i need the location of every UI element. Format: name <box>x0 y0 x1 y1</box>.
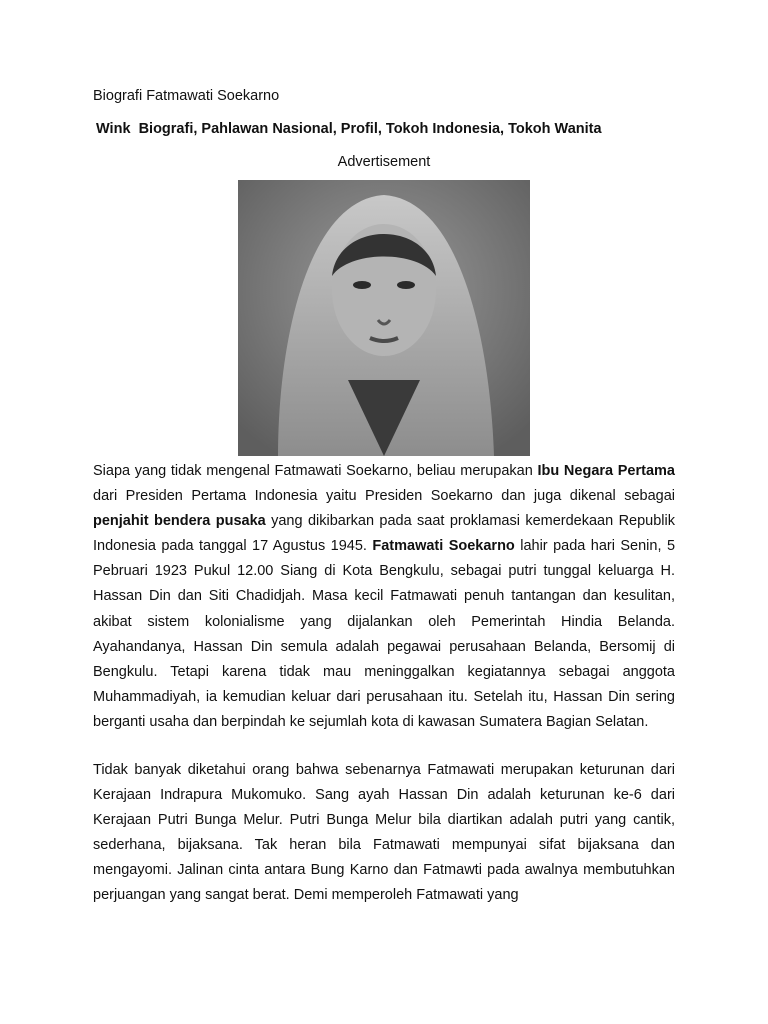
bold-ibu-negara-pertama: Ibu Negara Pertama <box>537 463 675 479</box>
paragraph-1-text: lahir pada hari Senin, 5 Pebruari 1923 Pukul 12.00 Siang di Kota Bengkulu, sebagai putri tunggal keluarga H. Hassan Din dan Siti Chadidjah. Masa kecil Fatmawati penuh tantangan dan kesulitan, akibat sistem kolonialisme yang dijalankan oleh Pemerintah Hindia Belanda. Ayahandanya, Hassan Din semula adalah pegawai perusahaan Belanda, Bersomij di Bengkulu. Tetapi karena tidak mau meninggalkan kegiatannya sebagai anggota Muhammadiyah, ia kemudian keluar dari perusahaan itu. Setelah itu, Hassan Din sering berganti usaha dan berpindah ke sejumlah kota di kawasan Sumatera Bagian Selatan. <box>93 538 676 730</box>
paragraph-1-text: dari Presiden Pertama Indonesia yaitu Presiden Soekarno dan juga dikenal sebagai <box>93 488 675 505</box>
category-tags: Wink Biografi, Pahlawan Nasional, Profil, Tokoh Indonesia, Tokoh Wanita <box>96 121 602 137</box>
paragraph-1-text: yang dikibarkan pada saat proklamasi kemerdekaan Republik Indonesia pada tanggal 17 Agustus 1945. <box>93 513 675 555</box>
paragraph-1 <box>93 459 675 735</box>
bold-penjahit-bendera-pusaka: penjahit bendera pusaka <box>93 513 266 530</box>
advertisement-label: Advertisement <box>337 154 431 170</box>
document-title: Biografi Fatmawati Soekarno <box>93 88 280 104</box>
portrait-image <box>238 180 530 456</box>
bold-fatmawati-soekarno: Fatmawati Soekarno <box>372 538 515 555</box>
portrait-photo <box>238 180 530 456</box>
paragraph-2: Tidak banyak diketahui orang bahwa sebenarnya Fatmawati merupakan keturunan dari Kerajaan Indrapura Mukomuko. Sang ayah Hassan Din adalah keturunan ke-6 dari Kerajaan Putri Bunga Melur. Putri Bunga Melur bila diartikan adalah putri yang cantik, sederhana, bijaksana. Tak heran bila Fatmawati mempunyai sifat bijaksana dan mengayomi. Jalinan cinta antara Bung Karno dan Fatmawti pada awalnya membutuhkan perjuangan yang sangat berat. Demi memperoleh Fatmawati yang <box>93 762 675 904</box>
paragraph-1-text: Siapa yang tidak mengenal Fatmawati Soekarno, beliau merupakan <box>93 463 538 479</box>
